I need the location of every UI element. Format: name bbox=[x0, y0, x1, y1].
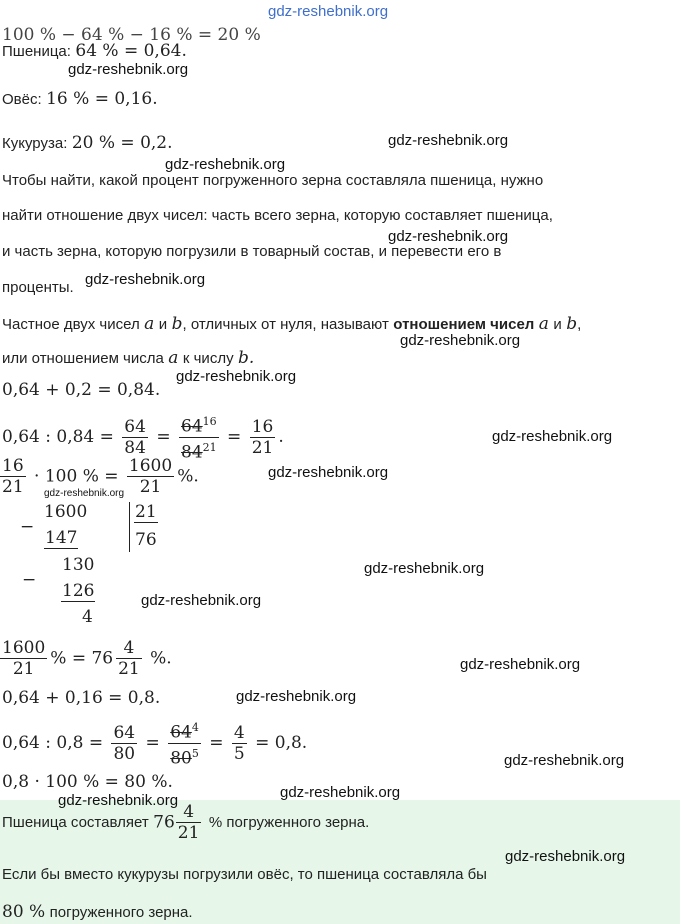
equals: = bbox=[209, 733, 224, 754]
reduced-numerator: 4 bbox=[191, 721, 199, 734]
numerator: 64 bbox=[124, 416, 146, 437]
ratio-2-prefix: 0,64 : 0,8 = bbox=[2, 733, 104, 754]
div-divisor: 21 bbox=[135, 502, 157, 522]
watermark: gdz-reshebnik.org bbox=[176, 368, 297, 385]
row-corn bbox=[2, 133, 173, 153]
watermark: gdz-reshebnik.org bbox=[460, 656, 581, 673]
watermark: gdz-reshebnik.org bbox=[236, 688, 357, 705]
struck-denominator: 84 bbox=[181, 442, 203, 463]
watermark: gdz-reshebnik.org bbox=[388, 132, 509, 149]
denominator: 21 bbox=[118, 659, 140, 679]
watermark: gdz-reshebnik.org bbox=[505, 848, 626, 865]
answer-1 bbox=[2, 802, 369, 843]
watermark: gdz-reshebnik.org bbox=[492, 428, 613, 445]
row-oats bbox=[2, 89, 158, 109]
denominator: 84 bbox=[124, 437, 146, 458]
paragraph-line: Чтобы найти, какой процент погруженного зерна составляла пшеница, нужно bbox=[2, 172, 544, 189]
ratio-1 bbox=[2, 412, 284, 462]
def-var: a bbox=[168, 348, 179, 368]
def-var: b bbox=[171, 314, 183, 334]
fraction bbox=[127, 456, 174, 497]
denominator: 5 bbox=[233, 743, 245, 764]
denominator: 80 bbox=[113, 743, 136, 764]
multiply-100: · 100 % = bbox=[34, 466, 119, 487]
numerator: 4 bbox=[116, 638, 142, 659]
watermark: gdz-reshebnik.org bbox=[68, 61, 189, 78]
answer-2-text: погруженного зерна. bbox=[49, 904, 193, 921]
answer-2-percent: 80 % bbox=[2, 902, 46, 922]
def-text: Частное двух чисел bbox=[2, 316, 140, 333]
numerator: 1600 bbox=[2, 638, 46, 658]
header-cut-math: 100 % − 64 % − 16 % = 20 % bbox=[2, 25, 261, 45]
definition-line-2 bbox=[2, 348, 254, 368]
def-var: b bbox=[566, 314, 578, 334]
watermark: gdz-reshebnik.org bbox=[504, 752, 625, 769]
sum-2: 0,64 + 0,16 = 0,8. bbox=[2, 688, 161, 708]
numerator: 16 bbox=[251, 416, 274, 437]
watermark-top: gdz-reshebnik.org bbox=[268, 3, 389, 20]
watermark: gdz-reshebnik.org bbox=[268, 464, 389, 481]
watermark: gdz-reshebnik.org bbox=[388, 228, 509, 245]
def-text: и bbox=[158, 316, 168, 333]
numerator: 4 bbox=[176, 802, 202, 823]
watermark: gdz-reshebnik.org bbox=[165, 156, 286, 173]
numerator: 64 bbox=[113, 722, 136, 743]
final-calc: 0,8 · 100 % = 80 %. bbox=[2, 772, 173, 792]
watermark: gdz-reshebnik.org bbox=[58, 792, 179, 809]
watermark: gdz-reshebnik.org bbox=[400, 332, 521, 349]
fraction-reduced bbox=[168, 718, 201, 768]
ratio-2 bbox=[2, 718, 307, 768]
div-quotient: 76 bbox=[135, 530, 157, 550]
equals: = bbox=[145, 733, 160, 754]
result-mixed bbox=[0, 638, 172, 679]
watermark-small: gdz-reshebnik.org bbox=[44, 488, 125, 499]
denominator: 21 bbox=[12, 659, 35, 679]
reduced-numerator: 16 bbox=[202, 415, 217, 428]
watermark: gdz-reshebnik.org bbox=[280, 784, 401, 801]
div-dividend: 1600 bbox=[44, 502, 88, 522]
div-minus-1: − bbox=[20, 517, 35, 537]
definition-line bbox=[2, 314, 581, 334]
row-wheat bbox=[2, 41, 187, 61]
numerator: 1600 bbox=[128, 456, 173, 476]
reduced-denominator: 21 bbox=[202, 440, 217, 454]
watermark: gdz-reshebnik.org bbox=[85, 271, 206, 288]
fraction-reduced bbox=[179, 412, 219, 462]
def-var: a bbox=[144, 314, 155, 334]
fraction bbox=[111, 723, 137, 764]
denominator: 21 bbox=[177, 823, 200, 843]
percent-sign: %. bbox=[177, 466, 199, 487]
paragraph-line: проценты. bbox=[2, 279, 74, 296]
div-remainder-1: 130 bbox=[62, 555, 95, 575]
answer-2-line-2 bbox=[2, 902, 193, 922]
struck-numerator: 64 bbox=[181, 416, 203, 437]
ratio-2-end: = 0,8. bbox=[255, 733, 308, 754]
oats-label: Овёс: bbox=[2, 91, 42, 108]
def-var: a bbox=[538, 314, 549, 334]
denominator: 21 bbox=[251, 437, 274, 458]
def-text: или отношением числа bbox=[2, 350, 164, 367]
reduced-denominator: 5 bbox=[191, 746, 199, 760]
watermark: gdz-reshebnik.org bbox=[364, 560, 485, 577]
fraction bbox=[116, 638, 142, 679]
fraction bbox=[122, 417, 148, 458]
fraction bbox=[250, 417, 276, 458]
result-middle: % = 76 bbox=[50, 648, 114, 669]
denominator: 21 bbox=[2, 477, 24, 497]
def-bold-term: отношением чисел bbox=[393, 316, 535, 333]
answer-1-prefix: Пшеница составляет bbox=[2, 814, 149, 831]
div-subtrahend-1: 147 bbox=[45, 528, 78, 548]
answer-1-whole: 76 bbox=[153, 812, 175, 833]
fraction bbox=[232, 723, 247, 764]
div-subtrahend-2: 126 bbox=[62, 581, 95, 601]
fraction bbox=[176, 802, 202, 843]
ratio-1-prefix: 0,64 : 0,84 = bbox=[2, 427, 114, 448]
fraction bbox=[0, 638, 47, 679]
struck-denominator: 80 bbox=[170, 748, 192, 769]
def-text: , отличных от нуля, называют bbox=[182, 316, 389, 333]
watermark: gdz-reshebnik.org bbox=[141, 592, 262, 609]
period: . bbox=[278, 427, 284, 448]
numerator: 16 bbox=[2, 456, 24, 476]
numerator: 4 bbox=[233, 722, 245, 743]
equals: = bbox=[156, 427, 171, 448]
wheat-math: 64 % = 0,64. bbox=[75, 41, 187, 61]
div-minus-2: − bbox=[22, 570, 37, 590]
def-text: к числу bbox=[182, 350, 234, 367]
struck-numerator: 64 bbox=[170, 722, 192, 743]
def-text: и bbox=[553, 316, 562, 333]
fraction bbox=[0, 456, 26, 497]
sum-1: 0,64 + 0,2 = 0,84. bbox=[2, 380, 161, 400]
answer-1-suffix: % погруженного зерна. bbox=[208, 814, 370, 831]
paragraph-line: найти отношение двух чисел: часть всего зерна, которую составляет пшеница, bbox=[2, 207, 553, 224]
paragraph-line: и часть зерна, которую погрузили в товарный состав, и перевести его в bbox=[2, 243, 502, 260]
oats-math: 16 % = 0,16. bbox=[46, 89, 158, 109]
def-comma: , bbox=[577, 316, 582, 333]
div-vertical-bar bbox=[129, 502, 130, 552]
corn-math: 20 % = 0,2. bbox=[71, 133, 173, 153]
corn-label: Кукуруза: bbox=[2, 135, 68, 152]
denominator: 21 bbox=[139, 477, 162, 497]
def-var: b. bbox=[238, 348, 255, 368]
div-remainder-2: 4 bbox=[82, 607, 93, 627]
equals: = bbox=[227, 427, 242, 448]
result-end: %. bbox=[150, 648, 172, 669]
wheat-label: Пшеница: bbox=[2, 43, 71, 60]
answer-2-line-1: Если бы вместо кукурузы погрузили овёс, то пшеница составляла бы bbox=[2, 866, 487, 883]
